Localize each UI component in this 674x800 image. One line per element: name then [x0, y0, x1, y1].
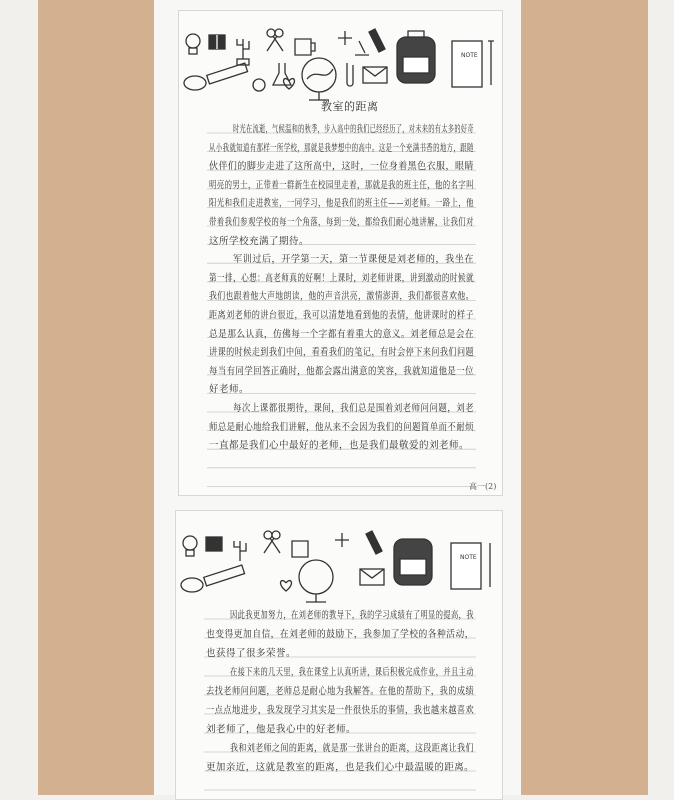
handwritten-line: 好老师。	[209, 384, 250, 396]
right-margin	[648, 0, 674, 795]
handwritten-line: 明亮的男士，正带着一群新生在校园里走着，那就是我的班主任，他的名字叫	[209, 179, 474, 191]
handwritten-line: 一直都是我们心中最好的老师，也是我们最敬爱的刘老师。	[209, 440, 470, 452]
notebook-label: NOTE	[461, 52, 478, 59]
handwritten-line: 阳光和我们走进教室，一同学习，他是我们的班主任——刘老师。一路上，他	[209, 198, 474, 210]
handwritten-line: 带着我们参观学校的每一个角落，每到一处，都给我们耐心地讲解，让我们对	[209, 217, 474, 228]
handwritten-line: 讲课的时候走到我们中间，看看我们的笔记，有时会停下来问我们问题	[209, 347, 475, 359]
handwritten-line: 总是那么认真，仿佛每一个字都有着重大的意义。刘老师总是会在	[209, 328, 475, 340]
handwritten-line: 更加亲近，这就是教室的距离，也是我们心中最温暖的距离。	[206, 762, 475, 773]
handwritten-line: 第一排，心想：高老师真的好啊！上课时，刘老师讲课，讲到激动的时候就	[209, 272, 475, 284]
handwritten-line: 这所学校充满了期待。	[209, 235, 310, 247]
left-margin	[0, 0, 38, 795]
handwritten-line: 伙伴们的脚步走进了这所高中，这时，一位身着黑色衣服，眼睛	[209, 161, 474, 173]
handwritten-line: 每当有同学回答正确时，他都会露出满意的笑容，我就知道他是一位	[209, 365, 474, 377]
notebook-label-2: NOTE	[460, 554, 477, 561]
handwritten-line: 一点点地进步，我发现学习其实是一件很快乐的事情，我也越来越喜欢	[206, 705, 475, 716]
notebook-page-2	[175, 510, 503, 800]
handwritten-line: 从小我就知道有那样一所学校，那就是我梦想中的高中。这是一个充满书香的地方，跟随	[209, 142, 474, 154]
handwritten-line: 师总是耐心地给我们讲解，他从来不会因为我们的问题简单而不耐烦	[209, 421, 474, 433]
essay-title: 教室的距离	[321, 100, 379, 113]
handwritten-line: 我和刘老师之间的距离，就是那一张讲台的距离，这段距离让我们	[230, 743, 474, 754]
handwritten-line: 也变得更加自信，在刘老师的鼓励下，我参加了学校的各种活动，	[206, 629, 474, 640]
notebook-page-1	[178, 10, 503, 496]
handwritten-line: 刘老师了，他是我心中的好老师。	[206, 724, 357, 735]
handwritten-line: 去找老师问问题，老师总是耐心地为我解答。在他的帮助下，我的成绩	[206, 686, 475, 697]
handwritten-line: 我们也跟着他大声地朗读，他的声音洪亮，激情澎湃，我们都很喜欢他。	[209, 291, 474, 303]
handwritten-line: 军训过后，开学第一天，第一节课便是刘老师的，我坐在	[233, 254, 475, 266]
handwritten-line: 也获得了很多荣誉。	[206, 648, 297, 659]
handwritten-line: 因此我更加努力，在刘老师的教导下，我的学习成绩有了明显的提高，我	[230, 610, 474, 621]
handwritten-line: 每次上课都很期待，课间，我们总是围着刘老师问问题，刘老	[233, 403, 475, 414]
handwritten-line: 在接下来的几天里，我在课堂上认真听讲，课后积极完成作业，并且主动	[230, 667, 474, 678]
signature: 高一(2)	[469, 482, 497, 491]
handwritten-line: 时光在流逝，气候温和的秋季，步入高中的我们已经经历了，对未来的有太多的好奇	[233, 124, 474, 135]
handwritten-line: 距离刘老师的讲台很近，我可以清楚地看到他的表情，他讲课时的样子	[209, 310, 475, 321]
